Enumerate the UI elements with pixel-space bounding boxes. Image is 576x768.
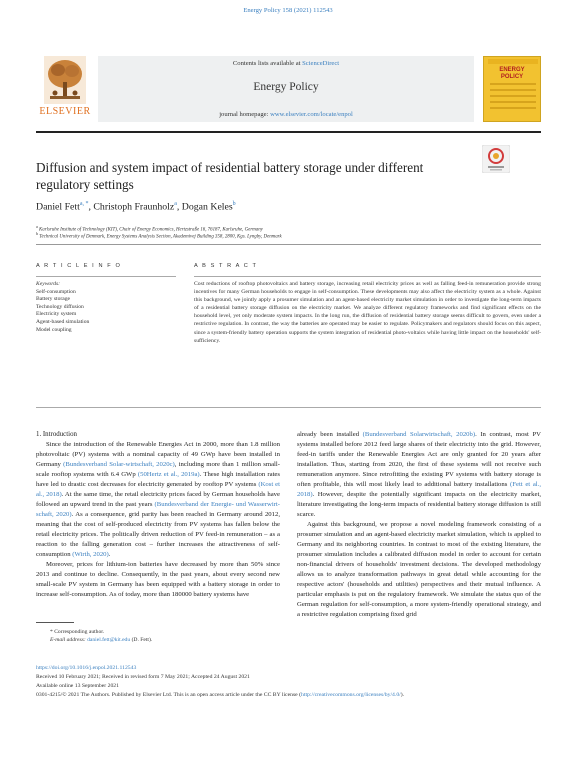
email-line — [50, 636, 152, 644]
corresponding-author-note: * Corresponding author. — [50, 629, 105, 635]
affiliation-mark: a — [36, 224, 38, 229]
contents-available-line — [98, 60, 474, 67]
affiliation-text: Karlsruhe Institute of Technology (KIT), Chair of Energy Economics, Hertzstraße 16, 76187, Karlsruhe, Germany — [39, 227, 263, 233]
journal-cover-image[interactable] — [483, 56, 541, 122]
abstract-bottom-divider — [36, 407, 541, 408]
citation-link[interactable]: (50Hertz et al., 2019a) — [137, 471, 200, 478]
keyword-item: Battery storage — [36, 296, 71, 303]
body-paragraph: Since the introduction of the Renewable Energies Act in 2000, more than 1.8 million photovoltaic (PV) systems with a nominal capacity of 49 GWp have been installed in Germany (Bundesverband Solar-wirtschaft, 2020c), including more than 1 million small-scale rooftop systems with 6.4 GWp (50Hertz et al., 2019a). These high installation rates have led to drastic cost decreases for electricity generated by rooftop PV systems (Kost et al., 2018). At the same time, the retail electricity prices faced by German households have followed an upward trend in the past years (Bundesverband der Energie- und Wasserwirt-schaft, 2020). As a consequence, grid parity has been reached in Germany around 2012, meaning that the cost of self-produced electricity from PV systems has fallen below the retail electricity prices. The politically driven reduction of PV feed-in remuneration – as a reaction to the falling generation cost – further increases the attractiveness of self-consumption (Wirth, 2020). — [36, 441, 281, 558]
author-name[interactable]: Christoph Fraunholz — [93, 201, 175, 213]
article-metadata — [36, 664, 541, 700]
keyword-item: Electricity system — [36, 311, 77, 318]
cover-title-line1: ENERGY — [499, 67, 525, 73]
authors-divider — [36, 244, 541, 245]
elsevier-tree-icon — [44, 56, 86, 104]
article-title: Diffusion and system impact of residential battery storage under different regulatory settings — [36, 160, 424, 192]
article-info-rule — [36, 276, 176, 277]
footnote-rule — [36, 622, 74, 623]
body-paragraph: Moreover, prices for lithium-ion batteries have decreased by more than 50% since 2013 and continue to decline. Consequently, in the past years, about every second new small-scale PV system in Germany has been equipped with a battery storage in order to increase self-consumption. As of today, more than 180000 battery systems have — [36, 561, 280, 598]
citation-link[interactable]: (Kost et al., 2018) — [36, 481, 281, 498]
homepage-prefix: journal homepage: — [219, 111, 269, 118]
elsevier-wordmark: ELSEVIER — [39, 106, 91, 117]
received-dates: Received 10 February 2021; Received in revised form 7 May 2021; Accepted 24 August 2021 — [36, 674, 250, 680]
article-info-label: A R T I C L E I N F O — [36, 263, 122, 269]
body-left-column — [36, 430, 280, 600]
cover-title — [484, 67, 540, 81]
body-paragraph: Against this background, we propose a novel modeling framework consisting of a prosumer simulation and an agent-based electricity market simulation, which is applied to Germany and its neighboring countries. In contrast to most of the existing literature, the prosumer simulation includes a calibrated diffusion model in order to account for certain non-financial drivers of households' investment decisions. The developed methodology allows us to analyze transformation pathways in great detail while accounting for the respective actors' (households and utilities) perspectives and their mutual influence. A particular emphasis is put on the regulatory framework. We simulate the status quo of the German regulation for self-consumption, a more system-friendly operational strategy, and a restrictive regulation comprising fixed grid — [297, 521, 541, 618]
author-marks[interactable]: b — [232, 201, 236, 207]
keyword-item: Agent-based simulation — [36, 318, 90, 325]
contents-prefix: Contents lists available at — [232, 60, 301, 67]
available-online: Available online 13 September 2021 — [36, 683, 119, 689]
footnote — [50, 628, 152, 644]
cover-decoration — [490, 83, 536, 113]
license-line: 0301-4215/© 2021 The Authors. Published by Elsevier Ltd. This is an open access article under the CC BY license (http://creativecommons.org/licenses/by/4.0/). — [36, 692, 405, 698]
homepage-link[interactable]: www.elsevier.com/locate/enpol — [270, 111, 353, 118]
affiliation-b — [36, 231, 282, 240]
journal-name[interactable]: Energy Policy — [253, 81, 319, 93]
citation-link[interactable]: (Bundesverband der Energie- und Wasserwirt-schaft, 2020) — [36, 501, 280, 518]
journal-header-box — [98, 56, 474, 122]
body-paragraph: already been installed (Bundesverband Solarwirtschaft, 2020b). In contrast, most PV systems installed before 2012 feed large shares of their electricity into the grid. However, feed-in tariffs under the Renewable Energies Act are only granted for 20 years after installation. Thus, starting from 2020, the first of these systems will not receive such remuneration anymore. Since retrofitting the existing PV systems with battery storage is often profitable, this will most likely lead to additional battery installations (Fett et al., 2018). However, despite the potentially significant impacts on the electricity market, literature investigating the long-term impacts of residential battery storage diffusion is still scarce. — [297, 431, 541, 518]
author-marks[interactable]: a, * — [79, 201, 89, 207]
email-suffix: (D. Fett). — [131, 637, 153, 643]
email-link[interactable]: daniel.fett@kit.edu — [87, 637, 131, 643]
header-divider — [36, 131, 541, 133]
doi-link[interactable]: https://doi.org/10.1016/j.enpol.2021.112543 — [36, 665, 137, 671]
abstract-text: Cost reductions of rooftop photovoltaics and battery storage, increasing retail electricity prices as well as falling feed-in remuneration provide strong incentives for many German households to engage in self-consumption. These developments may also affect the electricity system as a whole. Against this background, we jointly apply a prosumer simulation and an agent-based electricity market simulation in order to investigate the long-term impacts of a residential battery storage diffusion on the electricity market. We analyze different regulatory frameworks and find significant effects on the household level, yet only moderate system impacts. In the long run, the diffusion of residential battery storage seems difficult to govern, even under a restrictive regulation. In contrast, the way the batteries are operated may be easier to regulate. Policymakers and regulators should focus on this aspect, since a system-friendly battery operation supports the system integration of residential photo-voltaics while having little impact on the households' self-sufficiency. — [194, 281, 541, 344]
author-name[interactable]: Daniel Fett — [36, 201, 80, 213]
elsevier-logo[interactable] — [36, 56, 94, 120]
keywords-heading: Keywords: — [36, 281, 61, 287]
abstract-label: A B S T R A C T — [194, 263, 258, 269]
cover-title-line2: POLICY — [500, 74, 524, 80]
citation-link[interactable]: (Wirth, 2020) — [72, 551, 109, 558]
cover-strip — [488, 59, 538, 64]
citation-link[interactable]: (Fett et al., 2018) — [297, 481, 541, 498]
affiliation-text: Technical University of Denmark, Energy Systems Analysis Section, Akademivej Building 358, 2800, Kgs. Lyngby, Denmark — [39, 234, 282, 240]
keywords-block — [36, 281, 176, 334]
journal-citation[interactable]: Energy Policy 158 (2021) 112543 — [243, 7, 333, 14]
license-link[interactable]: http://creativecommons.org/licenses/by/4.0/ — [301, 692, 401, 698]
author-list: Daniel Fett$^{a, *}$, Christoph Fraunholz$^a$, Dogan Keles$^b$ — [36, 201, 236, 213]
email-label: E-mail address: — [50, 637, 86, 643]
affiliation-mark: b — [36, 231, 39, 236]
check-for-updates-icon[interactable] — [482, 145, 510, 173]
author-name[interactable]: Dogan Keles — [181, 201, 233, 213]
citation-link[interactable]: (Bundesverband Solar-wirtschaft, 2020c) — [63, 461, 175, 468]
abstract-rule — [194, 276, 541, 277]
keyword-item: Model coupling — [36, 326, 72, 333]
author-marks[interactable]: a — [174, 201, 177, 207]
journal-homepage-line — [98, 111, 474, 118]
section-heading-introduction: 1. Introduction — [36, 431, 77, 438]
citation-link[interactable]: (Bundesverband Solarwirtschaft, 2020b) — [362, 431, 476, 438]
keyword-item: Self-consumption — [36, 288, 76, 295]
keyword-item: Technology diffusion — [36, 303, 84, 310]
body-right-column — [297, 430, 541, 620]
sciencedirect-link[interactable]: ScienceDirect — [302, 60, 340, 67]
